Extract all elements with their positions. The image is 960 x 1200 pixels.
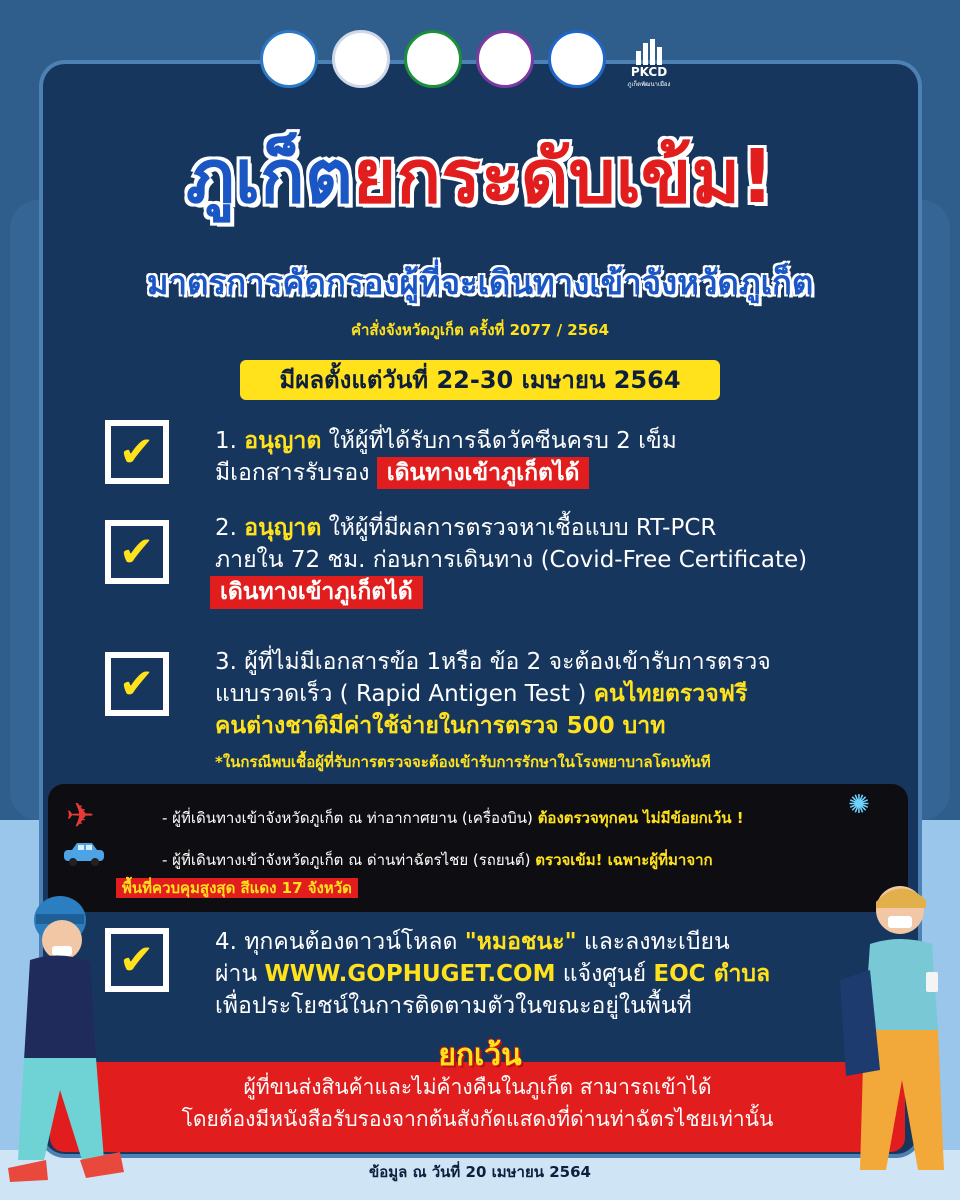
checkbox-icon: ✔	[105, 928, 169, 992]
list-item: 4. ทุกคนต้องดาวน์โหลด "หมอชนะ" และลงทะเบียน ผ่าน WWW.GOPHUGET.COM แจ้งศูนย์ EOC ตำบล เพื่อประโยชน์ในการติดตามตัวในขณะอยู่ในพื้นที่	[215, 929, 771, 1020]
red-zone-tag: พื้นที่ควบคุมสูงสุด สีแดง 17 จังหวัด	[116, 876, 358, 900]
car-icon	[62, 840, 106, 866]
disease-control-logo	[476, 30, 534, 88]
subtitle: มาตรการคัดกรองผู้ที่จะเดินทางเข้าจังหวัดภูเก็ต	[146, 263, 814, 302]
main-title	[0, 134, 960, 220]
title-part-2: ยกระดับเข้ม!	[352, 134, 775, 220]
checkbox-icon: ✔	[105, 420, 169, 484]
traveler-left-illustration	[0, 890, 145, 1190]
checkbox-icon: ✔	[105, 520, 169, 584]
traveler-right-illustration	[840, 880, 960, 1190]
allowed-tag: เดินทางเข้าภูเก็ตได้	[210, 576, 423, 608]
allowed-tag: เดินทางเข้าภูเก็ตได้	[377, 457, 590, 489]
health-office-logo	[404, 30, 462, 88]
logo-strip	[260, 24, 700, 94]
covid-center-logo	[548, 30, 606, 88]
airplane-icon: ✈	[66, 796, 95, 836]
title-part-1: ภูเก็ต	[185, 134, 353, 220]
virus-icon: ✺	[848, 790, 870, 820]
exemption-banner: ผู้ที่ขนส่งสินค้าและไม่ค้างคืนในภูเก็ต สามารถเข้าได้ โดยต้องมีหนังสือรับรองจากต้นสังกัดแสดงที่ด่านท่าฉัตรไชยเท่านั้น	[50, 1062, 905, 1152]
list-item: 3. ผู้ที่ไม่มีเอกสารข้อ 1หรือ ข้อ 2 จะต้องเข้ารับการตรวจ แบบรวดเร็ว ( Rapid Antigen Test ) คนไทยตรวจฟรี คนต่างชาติมีค่าใช้จ่ายในการตรวจ 500 บาท	[215, 649, 771, 740]
checkpoint-notice: - ผู้ที่เดินทางเข้าจังหวัดภูเก็ต ณ ด่านท่าฉัตรไชย (รถยนต์) ตรวจเข้ม! เฉพาะผู้ที่มาจาก	[162, 851, 713, 869]
data-date-footer: ข้อมูล ณ วันที่ 20 เมษายน 2564	[369, 1163, 591, 1181]
exemption-title: ยกเว้น	[438, 1038, 522, 1073]
list-item: 2. อนุญาต ให้ผู้ที่มีผลการตรวจหาเชื้อแบบ RT-PCR ภายใน 72 ชม. ก่อนการเดินทาง (Covid-Free Certificate) เดินทางเข้าภูเก็ตได้	[210, 512, 807, 609]
provincial-seal-logo	[260, 30, 318, 88]
checkbox-icon: ✔	[105, 652, 169, 716]
effective-date-banner: มีผลตั้งแต่วันที่ 22-30 เมษายน 2564	[240, 360, 720, 400]
footnote: *ในกรณีพบเชื้อผู้ที่รับการตรวจจะต้องเข้ารับการรักษาในโรงพยาบาลโดนทันที	[215, 753, 711, 771]
municipal-seal-logo	[332, 30, 390, 88]
order-reference: คำสั่งจังหวัดภูเก็ต ครั้งที่ 2077 / 2564	[350, 321, 610, 339]
pkcd-logo: PKCD ภูเก็ตพัฒนาเมือง	[620, 29, 678, 89]
travel-notice-box	[48, 784, 908, 912]
airport-notice: - ผู้ที่เดินทางเข้าจังหวัดภูเก็ต ณ ท่าอากาศยาน (เครื่องบิน) ต้องตรวจทุกคน ไม่มีข้อยกเว้น !	[162, 809, 744, 827]
list-item: 1. อนุญาต ให้ผู้ที่ได้รับการฉีดวัคซีนครบ 2 เข็ม มีเอกสารรับรอง เดินทางเข้าภูเก็ตได้	[215, 425, 677, 489]
